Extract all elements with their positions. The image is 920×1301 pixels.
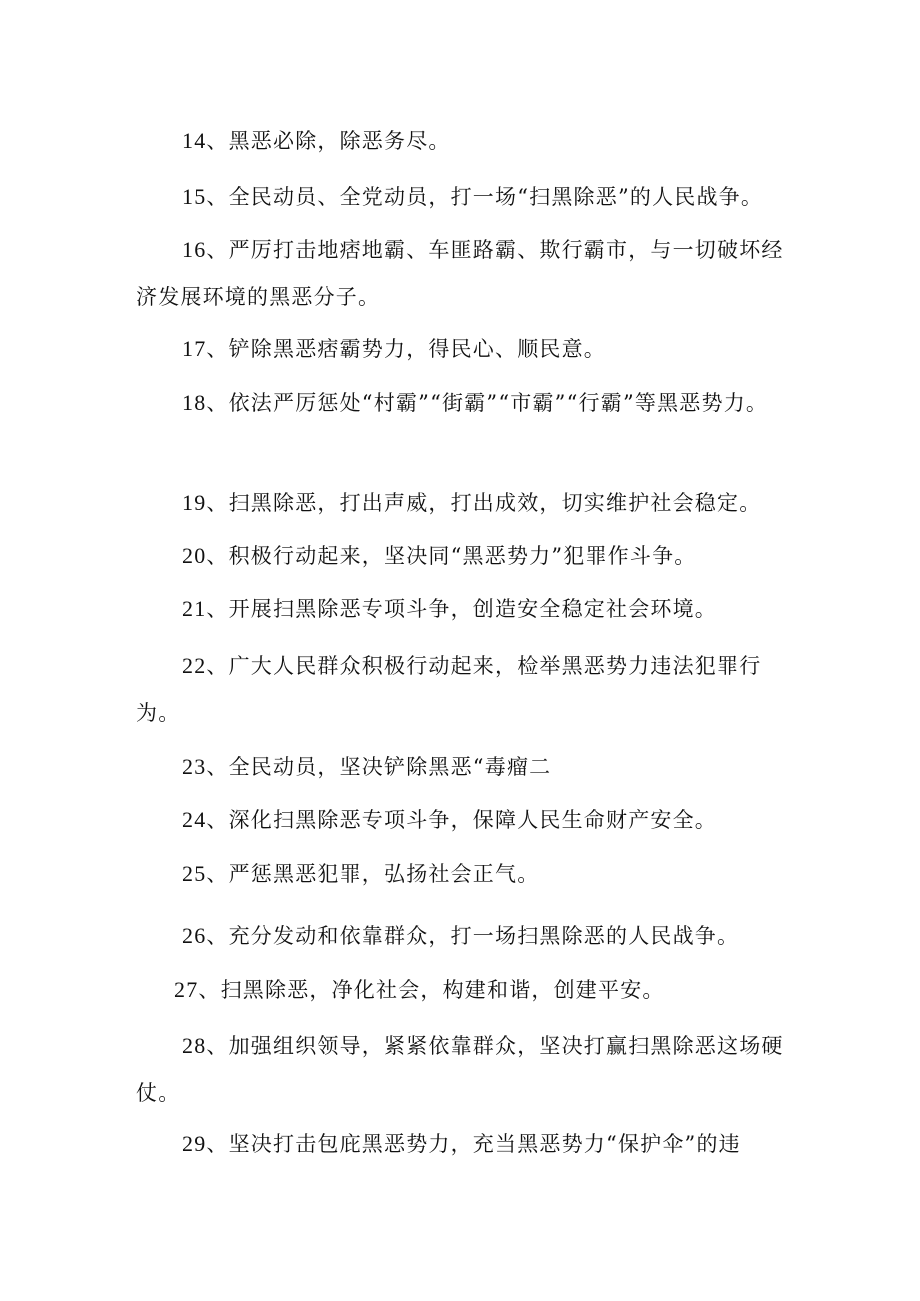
item-number: 22 <box>182 653 207 678</box>
item-number: 16 <box>182 237 207 262</box>
item-number: 24 <box>182 807 207 832</box>
item-text: 、全民动员，坚决铲除黑恶“毒瘤二 <box>206 755 552 779</box>
list-item <box>136 642 796 737</box>
item-number: 20 <box>182 543 207 568</box>
item-text: 、严惩黑恶犯罪，弘扬社会正气。 <box>206 862 540 886</box>
list-item <box>136 379 796 427</box>
item-text: 、广大人民群众积极行动起来，检举黑恶势力违法犯罪行为。 <box>136 654 762 725</box>
list-item <box>136 1022 796 1117</box>
item-text: 、全民动员、全党动员，打一场“扫黑除恶”的人民战争。 <box>206 185 764 209</box>
list-item <box>136 585 796 633</box>
list-item <box>136 912 796 960</box>
list-item <box>136 532 796 580</box>
item-text: 、依法严厉惩处“村霸”“街霸”“市霸”“行霸”等黑恶势力。 <box>206 391 769 415</box>
item-number: 14 <box>182 128 207 153</box>
item-text: 、扫黑除恶，净化社会，构建和谐，创建平安。 <box>198 978 665 1002</box>
item-number: 28 <box>182 1033 207 1058</box>
list-item <box>136 226 796 321</box>
item-text: 、深化扫黑除恶专项斗争，保障人民生命财产安全。 <box>206 808 718 832</box>
item-number: 27 <box>174 977 199 1002</box>
item-text: 、开展扫黑除恶专项斗争，创造安全稳定社会环境。 <box>206 597 718 621</box>
list-item <box>136 479 796 527</box>
list-item <box>136 173 796 221</box>
list-item <box>136 325 796 373</box>
item-text: 、铲除黑恶痞霸势力，得民心、顺民意。 <box>206 337 607 361</box>
item-text: 、积极行动起来，坚决同“黑恶势力”犯罪作斗争。 <box>206 544 697 568</box>
item-number: 18 <box>182 390 207 415</box>
item-number: 15 <box>182 184 207 209</box>
list-item <box>136 796 796 844</box>
list-item <box>136 850 796 898</box>
item-number: 26 <box>182 923 207 948</box>
item-number: 21 <box>182 596 207 621</box>
item-number: 17 <box>182 336 207 361</box>
item-text: 、严厉打击地痞地霸、车匪路霸、欺行霸市，与一切破坏经济发展环境的黑恶分子。 <box>136 238 784 309</box>
item-number: 25 <box>182 861 207 886</box>
item-text: 、充分发动和依靠群众，打一场扫黑除恶的人民战争。 <box>206 924 740 948</box>
list-item <box>136 966 796 1014</box>
item-number: 29 <box>182 1131 207 1156</box>
list-item <box>136 1120 796 1168</box>
item-number: 23 <box>182 754 207 779</box>
item-text: 、坚决打击包庇黑恶势力，充当黑恶势力“保护伞”的违 <box>206 1132 741 1156</box>
item-text: 、加强组织领导，紧紧依靠群众，坚决打赢扫黑除恶这场硬仗。 <box>136 1034 784 1105</box>
item-number: 19 <box>182 490 207 515</box>
list-item <box>136 743 796 791</box>
item-text: 、黑恶必除，除恶务尽。 <box>206 129 451 153</box>
item-text: 、扫黑除恶，打出声威，打出成效，切实维护社会稳定。 <box>206 491 762 515</box>
list-item <box>136 117 796 165</box>
